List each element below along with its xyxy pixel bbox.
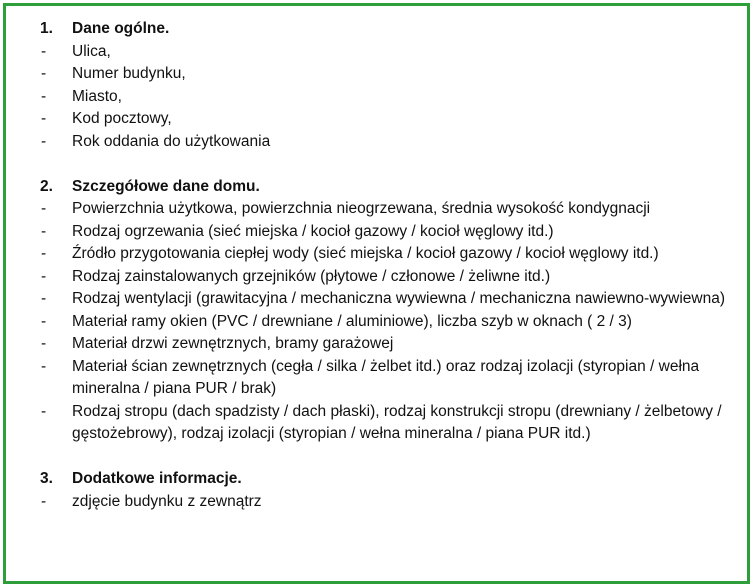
section-title: Dane ogólne. bbox=[72, 20, 170, 37]
list-item: - Ulica, bbox=[41, 42, 111, 60]
item-list bbox=[40, 41, 740, 154]
document-content bbox=[40, 18, 740, 513]
list-item: - Powierzchnia użytkowa, powierzchnia nieogrzewana, średnia wysokość kondygnacji bbox=[41, 200, 651, 217]
section-number: 3. bbox=[40, 470, 53, 487]
section-additional-info bbox=[40, 468, 740, 513]
list-item: - Rok oddania do użytkowania bbox=[41, 132, 271, 150]
section-number: 1. bbox=[40, 20, 53, 37]
list-item: - Kod pocztowy, bbox=[41, 110, 172, 127]
section-house-details bbox=[40, 176, 740, 446]
list-item: - Rodzaj wentylacji (grawitacyjna / mechaniczna wywiewna / mechaniczna nawiewno-wywiewna) bbox=[41, 290, 725, 307]
section-number: 2. bbox=[40, 177, 53, 195]
item-list bbox=[40, 491, 740, 514]
list-item: - Numer budynku, bbox=[41, 65, 186, 82]
list-item: - Rodzaj ogrzewania (sieć miejska / kocioł gazowy / kocioł węglowy itd.) bbox=[41, 222, 554, 240]
list-item: - Materiał drzwi zewnętrznych, bramy garażowej bbox=[41, 335, 394, 352]
list-item: - Rodzaj zainstalowanych grzejników (płytowe / członowe / żeliwne itd.) bbox=[41, 267, 551, 285]
item-list bbox=[40, 198, 740, 446]
list-item: - Miasto, bbox=[41, 87, 122, 105]
document-frame bbox=[3, 3, 750, 584]
section-heading bbox=[40, 18, 740, 41]
list-item: - Materiał ramy okien (PVC / drewniane / aluminiowe), liczba szyb w oknach ( 2 / 3) bbox=[41, 312, 632, 330]
list-item: - Źródło przygotowania ciepłej wody (sieć miejska / kocioł gazowy / kocioł węglowy itd.) bbox=[41, 245, 659, 262]
list-item: - Materiał ścian zewnętrznych (cegła / silka / żelbet itd.) oraz rodzaj izolacji (styropian / wełna mineralna / piana PUR / brak) bbox=[41, 357, 700, 397]
section-title: Dodatkowe informacje. bbox=[72, 470, 242, 487]
section-heading bbox=[40, 468, 740, 491]
section-heading bbox=[40, 176, 740, 199]
section-title: Szczegółowe dane domu. bbox=[72, 177, 260, 195]
list-item: - zdjęcie budynku z zewnątrz bbox=[41, 492, 262, 510]
section-general bbox=[40, 18, 740, 153]
list-item: - Rodzaj stropu (dach spadzisty / dach płaski), rodzaj konstrukcji stropu (drewniany / żelbetowy / gęstożebrowy), rodzaj izolacji (styropian / wełna mineralna / piana PUR itd.) bbox=[41, 402, 722, 442]
